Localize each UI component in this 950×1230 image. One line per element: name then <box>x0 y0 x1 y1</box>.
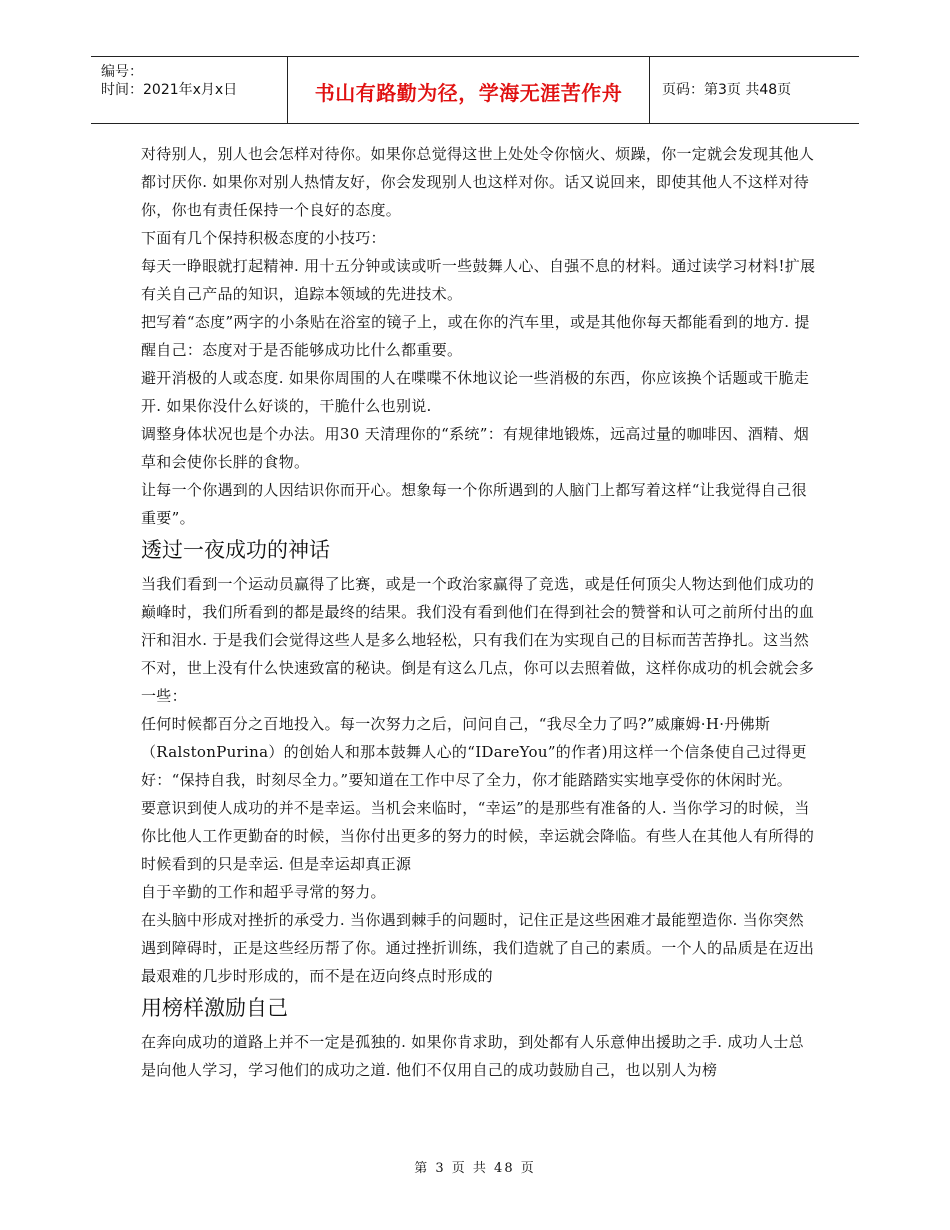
document-body <box>141 140 816 1084</box>
paragraph: 要意识到使人成功的并不是幸运。当机会来临时，“幸运”的是那些有准备的人. 当你学习的时候，当你比他人工作更勤奋的时候，当你付出更多的努力的时候，幸运就会降临。有些人在其他人有所得的时候看到的只是幸运. 但是幸运却真正源 <box>141 799 815 873</box>
page-footer: 第 3 页 共 48 页 <box>414 1161 536 1176</box>
paragraph: 让每一个你遇到的人因结识你而开心。想象每一个你所遇到的人脑门上都写着这样“让我觉得自己很重要”。 <box>141 481 807 527</box>
paragraph: 下面有几个保持积极态度的小技巧： <box>141 229 386 247</box>
header-page-cell <box>650 57 859 123</box>
paragraph: 每天一睁眼就打起精神. 用十五分钟或读或听一些鼓舞人心、自强不息的材料。通过读学习材料!扩展有关自己产品的知识，追踪本领域的先进技术。 <box>141 257 816 303</box>
section-heading: 用榜样激励自己 <box>141 996 288 1020</box>
paragraph: 自于辛勤的工作和超乎寻常的努力。 <box>141 883 386 901</box>
paragraph: 任何时候都百分之百地投入。每一次努力之后，问问自己，“我尽全力了吗?”威廉姆·H·丹佛斯（RalstonPurina）的创始人和那本鼓舞人心的“IDareYou”的作者)用这样一个信条使自己过得更好：“保持自我，时刻尽全力。”要知道在工作中尽了全力，你才能踏踏实实地享受你的休闲时光。 <box>141 715 807 789</box>
header-meta-cell <box>91 57 287 123</box>
paragraph: 在头脑中形成对挫折的承受力. 当你遇到棘手的问题时，记住正是这些困难才最能塑造你. 当你突然遇到障碍时，正是这些经历帮了你。通过挫折训练，我们造就了自己的素质。一个人的品质是在迈出最艰难的几步时形成的，而不是在迈向终点时形成的 <box>141 911 815 985</box>
paragraph: 对待别人，别人也会怎样对待你。如果你总觉得这世上处处令你恼火、烦躁，你一定就会发现其他人都讨厌你. 如果你对别人热情友好，你会发现别人也这样对你。话又说回来，即使其他人不这样对待你，你也有责任保持一个良好的态度。 <box>141 145 815 219</box>
header-motto-cell <box>287 57 650 123</box>
paragraph: 当我们看到一个运动员赢得了比赛，或是一个政治家赢得了竞选，或是任何顶尖人物达到他们成功的巅峰时，我们所看到的都是最终的结果。我们没有看到他们在得到社会的赞誉和认可之前所付出的血汗和泪水. 于是我们会觉得这些人是多么地轻松，只有我们在为实现自己的目标而苦苦挣扎。这当然不对，世上没有什么快速致富的秘诀。倒是有这么几点，你可以去照着做，这样你成功的机会就会多一些： <box>141 575 815 705</box>
page-header <box>91 56 859 124</box>
paragraph: 在奔向成功的道路上并不一定是孤独的. 如果你肯求助，到处都有人乐意伸出援助之手. 成功人士总是向他人学习，学习他们的成功之道. 他们不仅用自己的成功鼓励自己，也以别人为榜 <box>141 1033 804 1079</box>
header-page-info: 页码：第3页 共48页 <box>662 82 792 98</box>
document-number-label: 编号： <box>101 64 143 80</box>
section-heading: 透过一夜成功的神话 <box>141 538 330 562</box>
paragraph: 调整身体状况也是个办法。用30 天清理你的“系统”：有规律地锻炼，远高过量的咖啡因、酒精、烟草和会使你长胖的食物。 <box>141 425 809 471</box>
paragraph: 避开消极的人或态度. 如果你周围的人在喋喋不休地议论一些消极的东西，你应该换个话题或干脆走开. 如果你没什么好谈的，干脆什么也别说. <box>141 369 810 415</box>
paragraph: 把写着“态度”两字的小条贴在浴室的镜子上，或在你的汽车里，或是其他你每天都能看到的地方. 提醒自己：态度对于是否能够成功比什么都重要。 <box>141 313 810 359</box>
document-date-label: 时间：2021年x月x日 <box>101 82 238 98</box>
header-motto: 书山有路勤为径，学海无涯苦作舟 <box>314 81 623 105</box>
